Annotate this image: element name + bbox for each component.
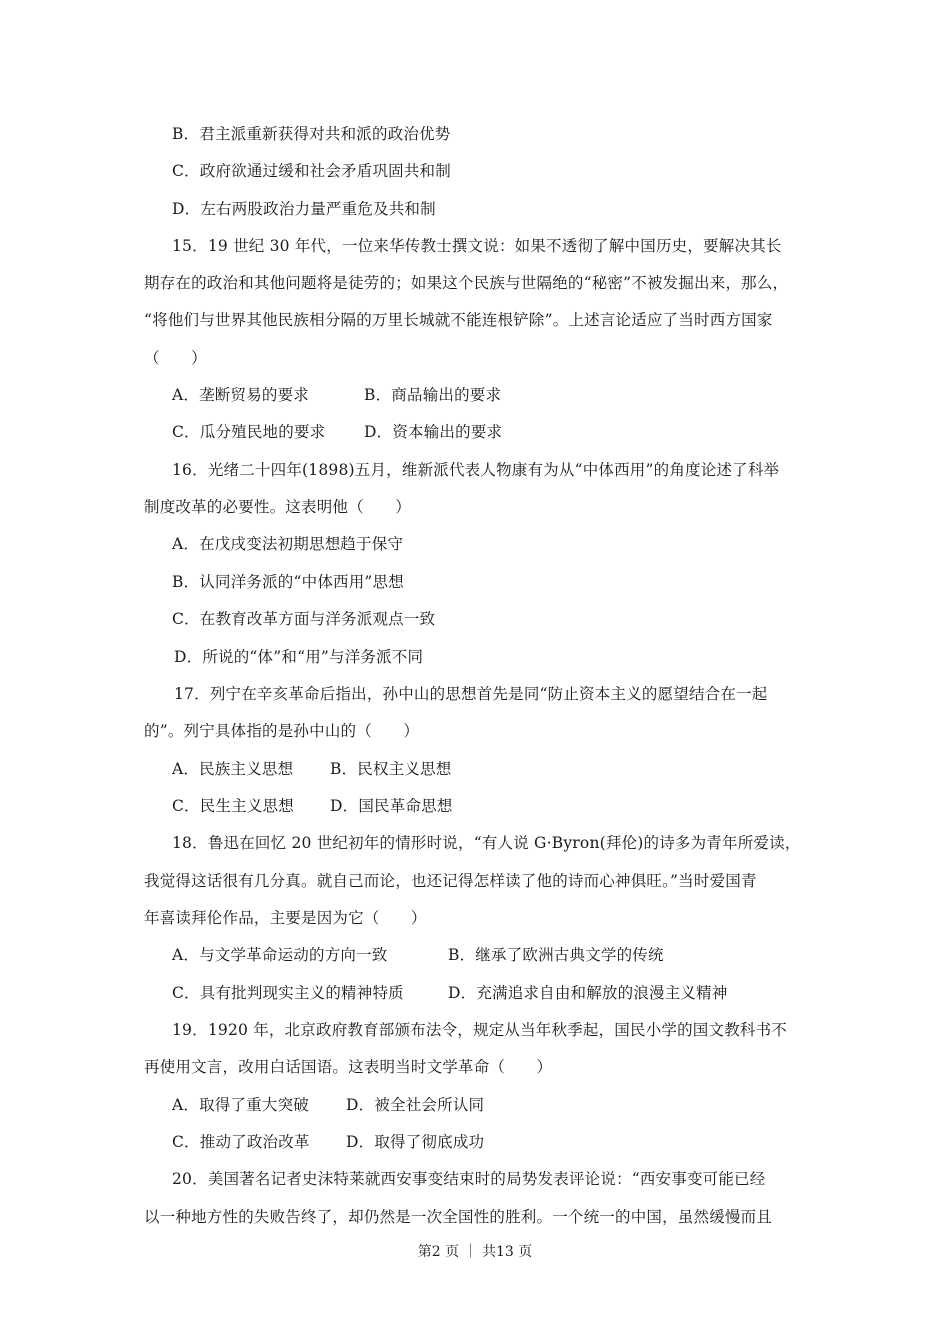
q18-options-ab (0, 943, 950, 967)
q19-option-b: D．被全社会所认同 (346, 1096, 485, 1114)
q18-option-a: A．与文学革命运动的方向一致 (172, 946, 388, 964)
q16-option-c: C．在教育改革方面与洋务派观点一致 (172, 610, 436, 628)
q16-stem-line2: 制度改革的必要性。这表明他（ ） (144, 498, 411, 516)
q18-stem-line2: 我觉得这话很有几分真。就自己而论，也还记得怎样读了他的诗而心神俱旺。”当时爱国青 (144, 872, 757, 890)
q18-option-b: B．继承了欧洲古典文学的传统 (448, 946, 664, 964)
q17-stem-line2: 的”。列宁具体指的是孙中山的（ ） (144, 722, 420, 740)
q16-option-a: A．在戊戌变法初期思想趋于保守 (172, 535, 404, 553)
q14-option-b: B．君主派重新获得对共和派的政治优势 (172, 125, 451, 143)
q15-stem-line2: 期存在的政治和其他问题将是徒劳的；如果这个民族与世隔绝的“秘密”不被发掘出来，那么， (144, 274, 789, 292)
q15-stem-line1: 15．19 世纪 30 年代，一位来华传教士撰文说：如果不透彻了解中国历史，要解决其长 (172, 237, 782, 255)
q19-stem-line2: 再使用文言，改用白话国语。这表明当时文学革命（ ） (144, 1058, 553, 1076)
q15-option-c: C．瓜分殖民地的要求 (172, 423, 326, 441)
q18-options-cd (0, 981, 950, 1005)
q15-options-cd (0, 420, 950, 444)
q18-option-c: C．具有批判现实主义的精神特质 (172, 984, 404, 1002)
q18-stem-line3: 年喜读拜伦作品，主要是因为它（ ） (144, 909, 427, 927)
q16-option-d: D．所说的“体”和“用”与洋务派不同 (174, 648, 424, 666)
q15-option-b: B．商品输出的要求 (364, 386, 502, 404)
q20-stem-line2: 以一种地方性的失败告终了，却仍然是一次全国性的胜利。一个统一的中国，虽然缓慢而且 (144, 1208, 773, 1226)
q14-option-d: D．左右两股政治力量严重危及共和制 (172, 200, 436, 218)
q17-options-ab (0, 757, 950, 781)
q17-option-b: B．民权主义思想 (330, 760, 452, 778)
q16-option-b: B．认同洋务派的“中体西用”思想 (172, 573, 404, 591)
q17-option-d: D．国民革命思想 (330, 797, 453, 815)
q17-option-c: C．民生主义思想 (172, 797, 294, 815)
q19-option-a: A．取得了重大突破 (172, 1096, 309, 1114)
q15-stem-line4: （ ） (144, 349, 207, 367)
q18-stem-line1: 18．鲁迅在回忆 20 世纪初年的情形时说，“有人说 G·Byron(拜伦)的诗多为青年所爱读， (172, 834, 801, 852)
q15-option-a: A．垄断贸易的要求 (172, 386, 309, 404)
q16-stem-line1: 16．光绪二十四年(1898)五月，维新派代表人物康有为从“中体西用”的角度论述了科举 (172, 461, 780, 479)
q14-option-c: C．政府欲通过缓和社会矛盾巩固共和制 (172, 162, 451, 180)
q19-option-d: D．取得了彻底成功 (346, 1133, 485, 1151)
q19-options-cd (0, 1130, 950, 1154)
q19-options-ab (0, 1093, 950, 1117)
q19-stem-line1: 19．1920 年，北京政府教育部颁布法令，规定从当年秋季起，国民小学的国文教科书不 (172, 1021, 787, 1039)
q15-options-ab (0, 383, 950, 407)
q19-option-c: C．推动了政治改革 (172, 1133, 310, 1151)
q15-option-d: D．资本输出的要求 (364, 423, 503, 441)
q20-stem-line1: 20．美国著名记者史沫特莱就西安事变结束时的局势发表评论说：“西安事变可能已经 (172, 1170, 766, 1188)
q17-options-cd (0, 794, 950, 818)
q18-option-d: D．充满追求自由和解放的浪漫主义精神 (448, 984, 728, 1002)
q17-option-a: A．民族主义思想 (172, 760, 294, 778)
q15-stem-line3: “将他们与世界其他民族相分隔的万里长城就不能连根铲除”。上述言论适应了当时西方国家 (144, 311, 773, 329)
page-footer: 第2 页 ｜ 共13 页 (417, 1244, 533, 1260)
q17-stem-line1: 17．列宁在辛亥革命后指出，孙中山的思想首先是同“防止资本主义的愿望结合在一起 (174, 685, 768, 703)
